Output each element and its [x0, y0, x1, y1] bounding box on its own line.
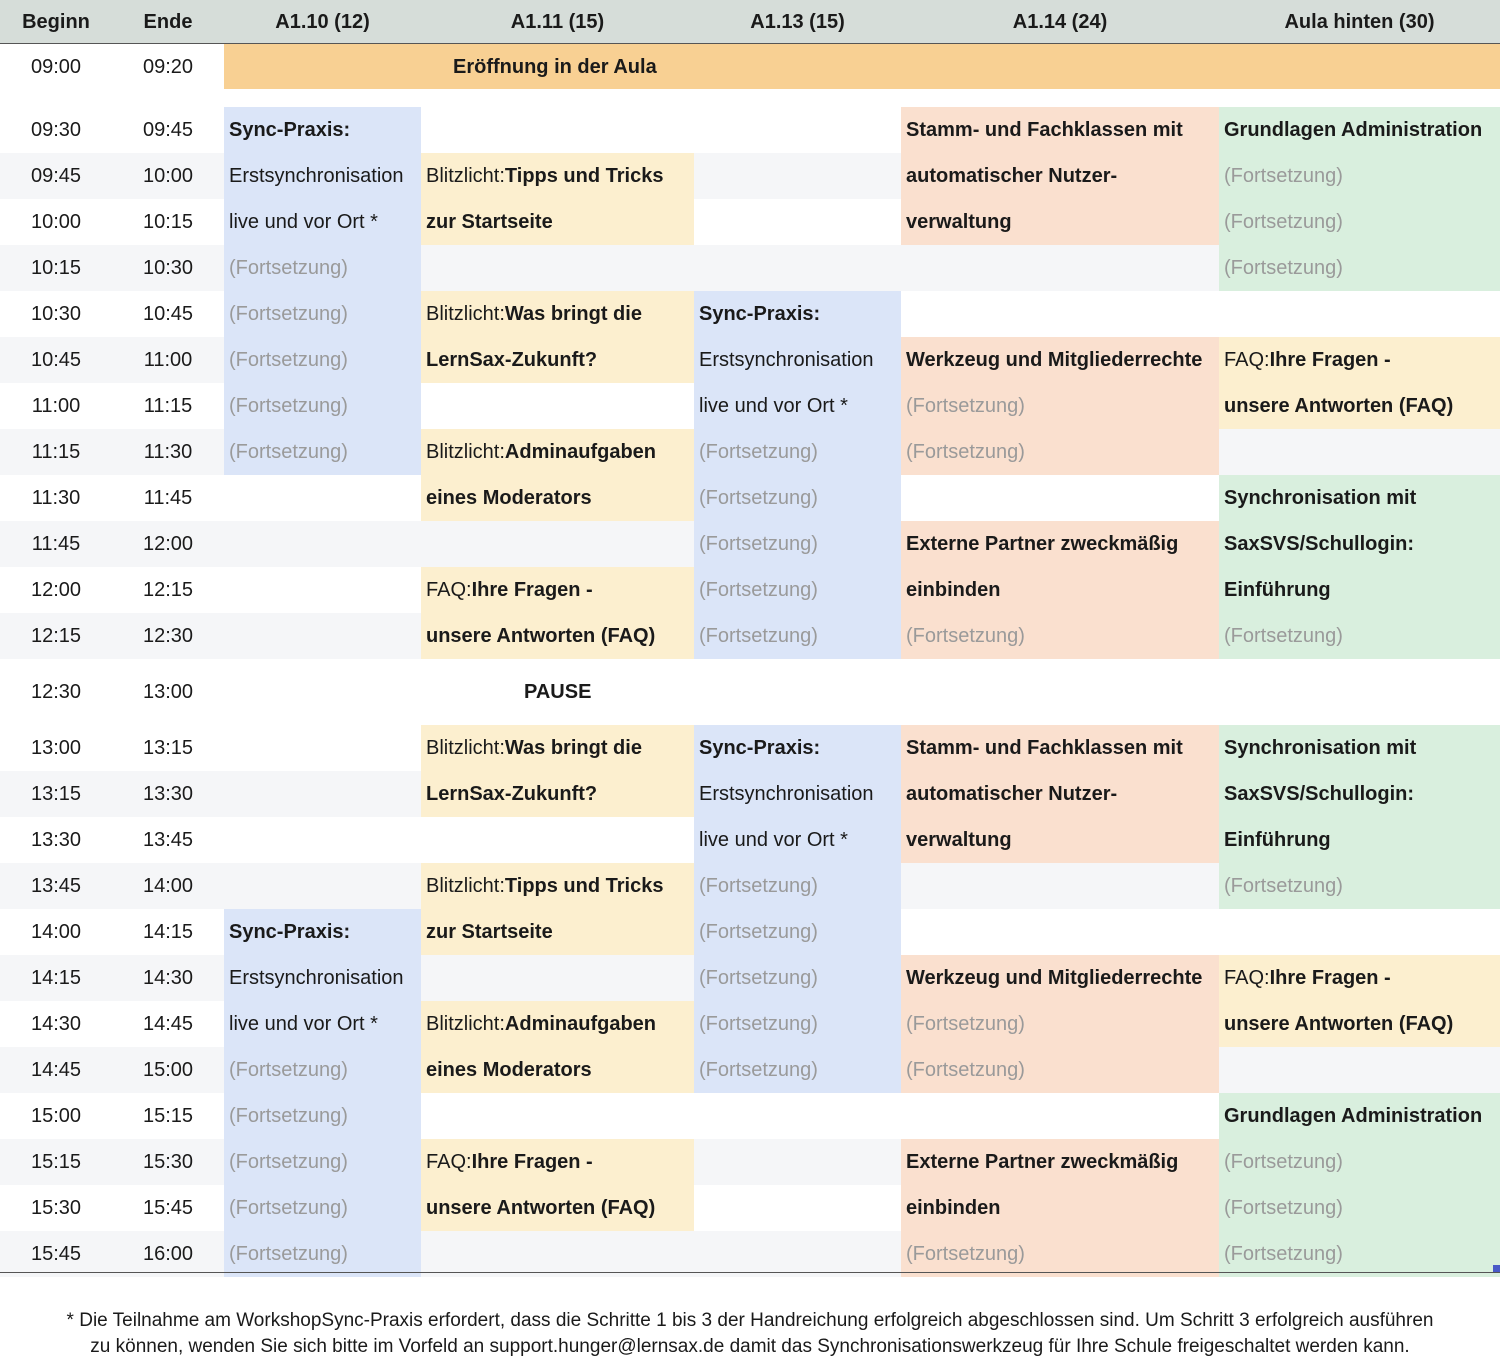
time-end: 10:15	[142, 211, 194, 233]
column-header: Ende	[112, 0, 224, 44]
time-end: 15:30	[142, 1151, 194, 1173]
cell-text	[421, 337, 694, 383]
continuation-label: (Fortsetzung)	[699, 441, 818, 463]
header-divider	[0, 43, 1500, 44]
cell-text	[224, 1047, 421, 1093]
continuation-label: (Fortsetzung)	[1224, 165, 1343, 187]
cell-text	[694, 567, 901, 613]
cell-text	[694, 475, 901, 521]
session-werkzeug-title: Werkzeug und Mitgliederrechte	[906, 967, 1203, 989]
column-header: A1.11 (15)	[421, 0, 694, 44]
session-prefix: FAQ:	[1224, 967, 1270, 989]
cell-text	[1219, 245, 1500, 291]
cell-text	[694, 817, 901, 863]
time-end: 15:15	[142, 1105, 194, 1127]
cell-text	[421, 1047, 694, 1093]
time-end: 15:45	[142, 1197, 194, 1219]
session-admin-title: Adminaufgaben	[504, 441, 657, 463]
continuation-label: (Fortsetzung)	[229, 257, 348, 279]
session-stamm-title: automatischer Nutzer-	[906, 783, 1118, 805]
time-begin: 09:30	[30, 119, 82, 141]
session-sync-praxis-text: Erstsynchronisation	[229, 165, 404, 187]
cell-text	[421, 567, 694, 613]
cell-text	[901, 725, 1219, 771]
cell-text	[901, 1139, 1219, 1185]
cell-text	[901, 567, 1219, 613]
cell-text	[421, 771, 694, 817]
cell-text	[1219, 337, 1500, 383]
session-sync-praxis-text: Erstsynchronisation	[699, 349, 874, 371]
continuation-label: (Fortsetzung)	[1224, 1151, 1343, 1173]
cell-text	[224, 153, 421, 199]
cell-text	[1219, 725, 1500, 771]
time-end: 14:15	[142, 921, 194, 943]
cell-text	[224, 1231, 421, 1277]
cell-text	[901, 771, 1219, 817]
cell-text	[224, 429, 421, 475]
continuation-label: (Fortsetzung)	[1224, 875, 1343, 897]
cell-text	[901, 337, 1219, 383]
time-end: 14:30	[142, 967, 194, 989]
cell-text	[901, 383, 1219, 429]
footnote-line-2: zu können, wenden Sie sich bitte im Vorfeld an support.hunger@lernsax.de damit das Synchronisationswerkzeug für Ihre Schule freigeschaltet werden kann.	[90, 1336, 1410, 1357]
cell-text	[694, 771, 901, 817]
session-extern-title: einbinden	[906, 579, 1001, 601]
session-prefix: Blitzlicht:	[426, 737, 505, 759]
cell-text	[224, 291, 421, 337]
cell-text	[421, 909, 694, 955]
continuation-label: (Fortsetzung)	[699, 487, 818, 509]
cell-text	[901, 199, 1219, 245]
continuation-label: (Fortsetzung)	[699, 967, 818, 989]
cell-text	[901, 107, 1219, 153]
session-prefix: Blitzlicht:	[426, 165, 505, 187]
session-zukunft-title: LernSax-Zukunft?	[426, 349, 598, 371]
cell-text	[694, 955, 901, 1001]
session-faq-title: unsere Antworten (FAQ)	[1224, 1013, 1454, 1035]
session-saxsvs-title: Einführung	[1224, 579, 1331, 601]
continuation-label: (Fortsetzung)	[906, 441, 1025, 463]
cell-text	[1219, 521, 1500, 567]
column-header: A1.10 (12)	[224, 0, 421, 44]
session-faq-title: unsere Antworten (FAQ)	[426, 625, 656, 647]
cell-text	[694, 383, 901, 429]
time-end: 13:30	[142, 783, 194, 805]
time-end: 12:00	[142, 533, 194, 555]
session-prefix: Blitzlicht:	[426, 441, 505, 463]
session-tipps-title: Tipps und Tricks	[504, 875, 664, 897]
session-saxsvs-title: Synchronisation mit	[1224, 487, 1417, 509]
cell-text	[901, 1185, 1219, 1231]
session-faq-title: Ihre Fragen -	[1269, 967, 1391, 989]
time-begin: 14:15	[30, 967, 82, 989]
cell-text	[224, 383, 421, 429]
cell-text	[421, 199, 694, 245]
continuation-label: (Fortsetzung)	[229, 1105, 348, 1127]
continuation-label: (Fortsetzung)	[229, 1059, 348, 1081]
time-end: 11:00	[143, 349, 193, 371]
session-sync-praxis-title: Sync-Praxis:	[699, 303, 821, 325]
session-prefix: Blitzlicht:	[426, 875, 505, 897]
time-begin: 13:30	[30, 829, 82, 851]
time-begin: 14:00	[30, 921, 82, 943]
cell-text	[224, 1139, 421, 1185]
table-bottom-border	[0, 1272, 1500, 1273]
session-stamm-title: verwaltung	[906, 211, 1012, 233]
cell-text	[901, 1231, 1219, 1277]
cell-text	[224, 245, 421, 291]
opening-banner: Eröffnung in der Aula	[224, 44, 1500, 89]
cell-text	[901, 521, 1219, 567]
session-sync-praxis-text: Erstsynchronisation	[699, 783, 874, 805]
session-saxsvs-title: SaxSVS/Schullogin:	[1224, 533, 1415, 555]
session-stamm-title: automatischer Nutzer-	[906, 165, 1118, 187]
footnote	[0, 1308, 1500, 1360]
continuation-label: (Fortsetzung)	[699, 875, 818, 897]
session-sync-praxis-title: Sync-Praxis:	[699, 737, 821, 759]
session-admin-title: Adminaufgaben	[504, 1013, 657, 1035]
session-saxsvs-title: SaxSVS/Schullogin:	[1224, 783, 1415, 805]
session-prefix: FAQ:	[1224, 349, 1270, 371]
cell-text	[694, 863, 901, 909]
continuation-label: (Fortsetzung)	[229, 395, 348, 417]
session-sync-praxis-text: live und vor Ort *	[229, 211, 378, 233]
session-extern-title: Externe Partner zweckmäßig	[906, 1151, 1179, 1173]
cell-text	[1219, 955, 1500, 1001]
column-header: A1.13 (15)	[694, 0, 901, 44]
continuation-label: (Fortsetzung)	[229, 1243, 348, 1265]
pause-banner: PAUSE	[524, 681, 592, 703]
continuation-label: (Fortsetzung)	[229, 303, 348, 325]
session-prefix: FAQ:	[426, 579, 472, 601]
continuation-label: (Fortsetzung)	[229, 349, 348, 371]
session-grundlagen-title: Grundlagen Administration	[1224, 1105, 1483, 1127]
time-end: 10:30	[142, 257, 194, 279]
time-begin: 09:45	[30, 165, 82, 187]
time-end: 16:00	[142, 1243, 194, 1265]
cell-text	[1219, 475, 1500, 521]
time-end: 11:30	[143, 441, 193, 463]
session-admin-title: eines Moderators	[426, 1059, 592, 1081]
time-begin: 10:00	[30, 211, 82, 233]
time-begin: 15:00	[30, 1105, 82, 1127]
continuation-label: (Fortsetzung)	[1224, 1197, 1343, 1219]
session-faq-title: Ihre Fragen -	[471, 579, 593, 601]
time-begin: 11:15	[31, 441, 81, 463]
cell-text	[1219, 1231, 1500, 1277]
time-end: 13:15	[142, 737, 194, 759]
cell-text	[224, 1185, 421, 1231]
cell-text	[421, 429, 694, 475]
cell-text	[421, 475, 694, 521]
cell-text	[224, 199, 421, 245]
continuation-label: (Fortsetzung)	[229, 1151, 348, 1173]
time-begin: 12:30	[30, 681, 82, 703]
cell-text	[421, 291, 694, 337]
cell-text	[1219, 1001, 1500, 1047]
time-end: 11:15	[143, 395, 193, 417]
continuation-label: (Fortsetzung)	[1224, 1243, 1343, 1265]
session-sync-praxis-text: live und vor Ort *	[699, 395, 848, 417]
footnote-line-1: * Die Teilnahme am WorkshopSync-Praxis erfordert, dass die Schritte 1 bis 3 der Handreichung erfolgreich abgeschlossen sind. Um Schritt 3 erfolgreich ausführen	[66, 1310, 1434, 1331]
session-prefix: FAQ:	[426, 1151, 472, 1173]
session-faq-title: unsere Antworten (FAQ)	[426, 1197, 656, 1219]
time-begin: 14:30	[30, 1013, 82, 1035]
cell-text	[224, 909, 421, 955]
cell-text	[1219, 383, 1500, 429]
session-extern-title: Externe Partner zweckmäßig	[906, 533, 1179, 555]
selection-handle[interactable]	[1493, 1265, 1500, 1272]
time-end: 14:00	[142, 875, 194, 897]
continuation-label: (Fortsetzung)	[906, 1243, 1025, 1265]
cell-text	[421, 863, 694, 909]
session-sync-praxis-title: Sync-Praxis:	[229, 921, 351, 943]
time-end: 10:45	[142, 303, 194, 325]
session-stamm-title: verwaltung	[906, 829, 1012, 851]
continuation-label: (Fortsetzung)	[906, 395, 1025, 417]
cell-text	[901, 613, 1219, 659]
time-end: 12:30	[142, 625, 194, 647]
session-faq-title: unsere Antworten (FAQ)	[1224, 395, 1454, 417]
cell-text	[901, 1047, 1219, 1093]
time-begin: 11:30	[31, 487, 81, 509]
cell-text	[1219, 153, 1500, 199]
cell-text	[224, 107, 421, 153]
time-begin: 13:00	[30, 737, 82, 759]
cell-text	[901, 153, 1219, 199]
time-begin: 15:15	[30, 1151, 82, 1173]
session-sync-praxis-text: Erstsynchronisation	[229, 967, 404, 989]
session-prefix: Blitzlicht:	[426, 303, 505, 325]
session-sync-praxis-text: live und vor Ort *	[229, 1013, 378, 1035]
cell-text	[901, 955, 1219, 1001]
session-extern-title: einbinden	[906, 1197, 1001, 1219]
session-zukunft-title: Was bringt die	[504, 737, 642, 759]
cell-text	[694, 909, 901, 955]
time-begin: 15:45	[30, 1243, 82, 1265]
continuation-label: (Fortsetzung)	[699, 579, 818, 601]
cell-text	[224, 337, 421, 383]
session-prefix: Blitzlicht:	[426, 1013, 505, 1035]
time-end: 13:45	[142, 829, 194, 851]
column-header: A1.14 (24)	[901, 0, 1219, 44]
time-end: 09:20	[142, 55, 194, 78]
session-saxsvs-title: Einführung	[1224, 829, 1331, 851]
cell-text	[224, 955, 421, 1001]
continuation-label: (Fortsetzung)	[229, 441, 348, 463]
session-tipps-title: zur Startseite	[426, 921, 553, 943]
session-zukunft-title: Was bringt die	[504, 303, 642, 325]
time-begin: 15:30	[30, 1197, 82, 1219]
session-stamm-title: Stamm- und Fachklassen mit	[906, 737, 1183, 759]
session-sync-praxis-title: Sync-Praxis:	[229, 119, 351, 141]
continuation-label: (Fortsetzung)	[1224, 211, 1343, 233]
cell-text	[901, 1001, 1219, 1047]
session-faq-title: Ihre Fragen -	[1269, 349, 1391, 371]
session-werkzeug-title: Werkzeug und Mitgliederrechte	[906, 349, 1203, 371]
cell-text	[421, 153, 694, 199]
cell-text	[694, 613, 901, 659]
column-header: Aula hinten (30)	[1219, 0, 1500, 44]
time-end: 14:45	[142, 1013, 194, 1035]
cell-text	[694, 725, 901, 771]
time-begin: 13:45	[30, 875, 82, 897]
cell-text	[1219, 1093, 1500, 1139]
time-begin: 12:00	[30, 579, 82, 601]
cell-text	[694, 1047, 901, 1093]
cell-text	[1219, 613, 1500, 659]
cell-text	[421, 1185, 694, 1231]
session-admin-title: eines Moderators	[426, 487, 592, 509]
cell-text	[1219, 567, 1500, 613]
time-end: 12:15	[142, 579, 194, 601]
cell-text	[694, 521, 901, 567]
session-sync-praxis-text: live und vor Ort *	[699, 829, 848, 851]
column-header: Beginn	[0, 0, 112, 44]
time-end: 15:00	[142, 1059, 194, 1081]
cell-text	[421, 1001, 694, 1047]
cell-text	[901, 429, 1219, 475]
session-stamm-title: Stamm- und Fachklassen mit	[906, 119, 1183, 141]
time-begin: 10:15	[30, 257, 82, 279]
cell-text	[1219, 199, 1500, 245]
continuation-label: (Fortsetzung)	[699, 533, 818, 555]
cell-text	[694, 429, 901, 475]
time-end: 10:00	[142, 165, 194, 187]
cell-text	[224, 1093, 421, 1139]
session-grundlagen-title: Grundlagen Administration	[1224, 119, 1483, 141]
cell-text	[1219, 1185, 1500, 1231]
cell-text	[1219, 107, 1500, 153]
cell-text	[1219, 817, 1500, 863]
cell-text	[1219, 771, 1500, 817]
time-begin: 11:45	[31, 533, 81, 555]
continuation-label: (Fortsetzung)	[906, 1059, 1025, 1081]
cell-text	[1219, 1139, 1500, 1185]
time-begin: 11:00	[31, 395, 81, 417]
cell-text	[421, 725, 694, 771]
continuation-label: (Fortsetzung)	[699, 625, 818, 647]
continuation-label: (Fortsetzung)	[1224, 625, 1343, 647]
time-begin: 12:15	[30, 625, 82, 647]
cell-text	[421, 1139, 694, 1185]
session-tipps-title: zur Startseite	[426, 211, 553, 233]
cell-text	[694, 1001, 901, 1047]
time-begin: 10:30	[30, 303, 82, 325]
continuation-label: (Fortsetzung)	[906, 1013, 1025, 1035]
continuation-label: (Fortsetzung)	[699, 1013, 818, 1035]
cell-text	[1219, 863, 1500, 909]
cell-text	[901, 817, 1219, 863]
continuation-label: (Fortsetzung)	[906, 625, 1025, 647]
session-tipps-title: Tipps und Tricks	[504, 165, 664, 187]
cell-text	[694, 337, 901, 383]
continuation-label: (Fortsetzung)	[699, 921, 818, 943]
time-end: 09:45	[142, 119, 194, 141]
time-begin: 10:45	[30, 349, 82, 371]
session-faq-title: Ihre Fragen -	[471, 1151, 593, 1173]
continuation-label: (Fortsetzung)	[229, 1197, 348, 1219]
time-begin: 13:15	[30, 783, 82, 805]
cell-text	[694, 291, 901, 337]
session-saxsvs-title: Synchronisation mit	[1224, 737, 1417, 759]
time-end: 11:45	[143, 487, 193, 509]
cell-text	[224, 1001, 421, 1047]
session-zukunft-title: LernSax-Zukunft?	[426, 783, 598, 805]
cell-text	[421, 613, 694, 659]
continuation-label: (Fortsetzung)	[699, 1059, 818, 1081]
time-begin: 09:00	[30, 55, 82, 78]
time-end: 13:00	[142, 681, 194, 703]
continuation-label: (Fortsetzung)	[1224, 257, 1343, 279]
time-begin: 14:45	[30, 1059, 82, 1081]
